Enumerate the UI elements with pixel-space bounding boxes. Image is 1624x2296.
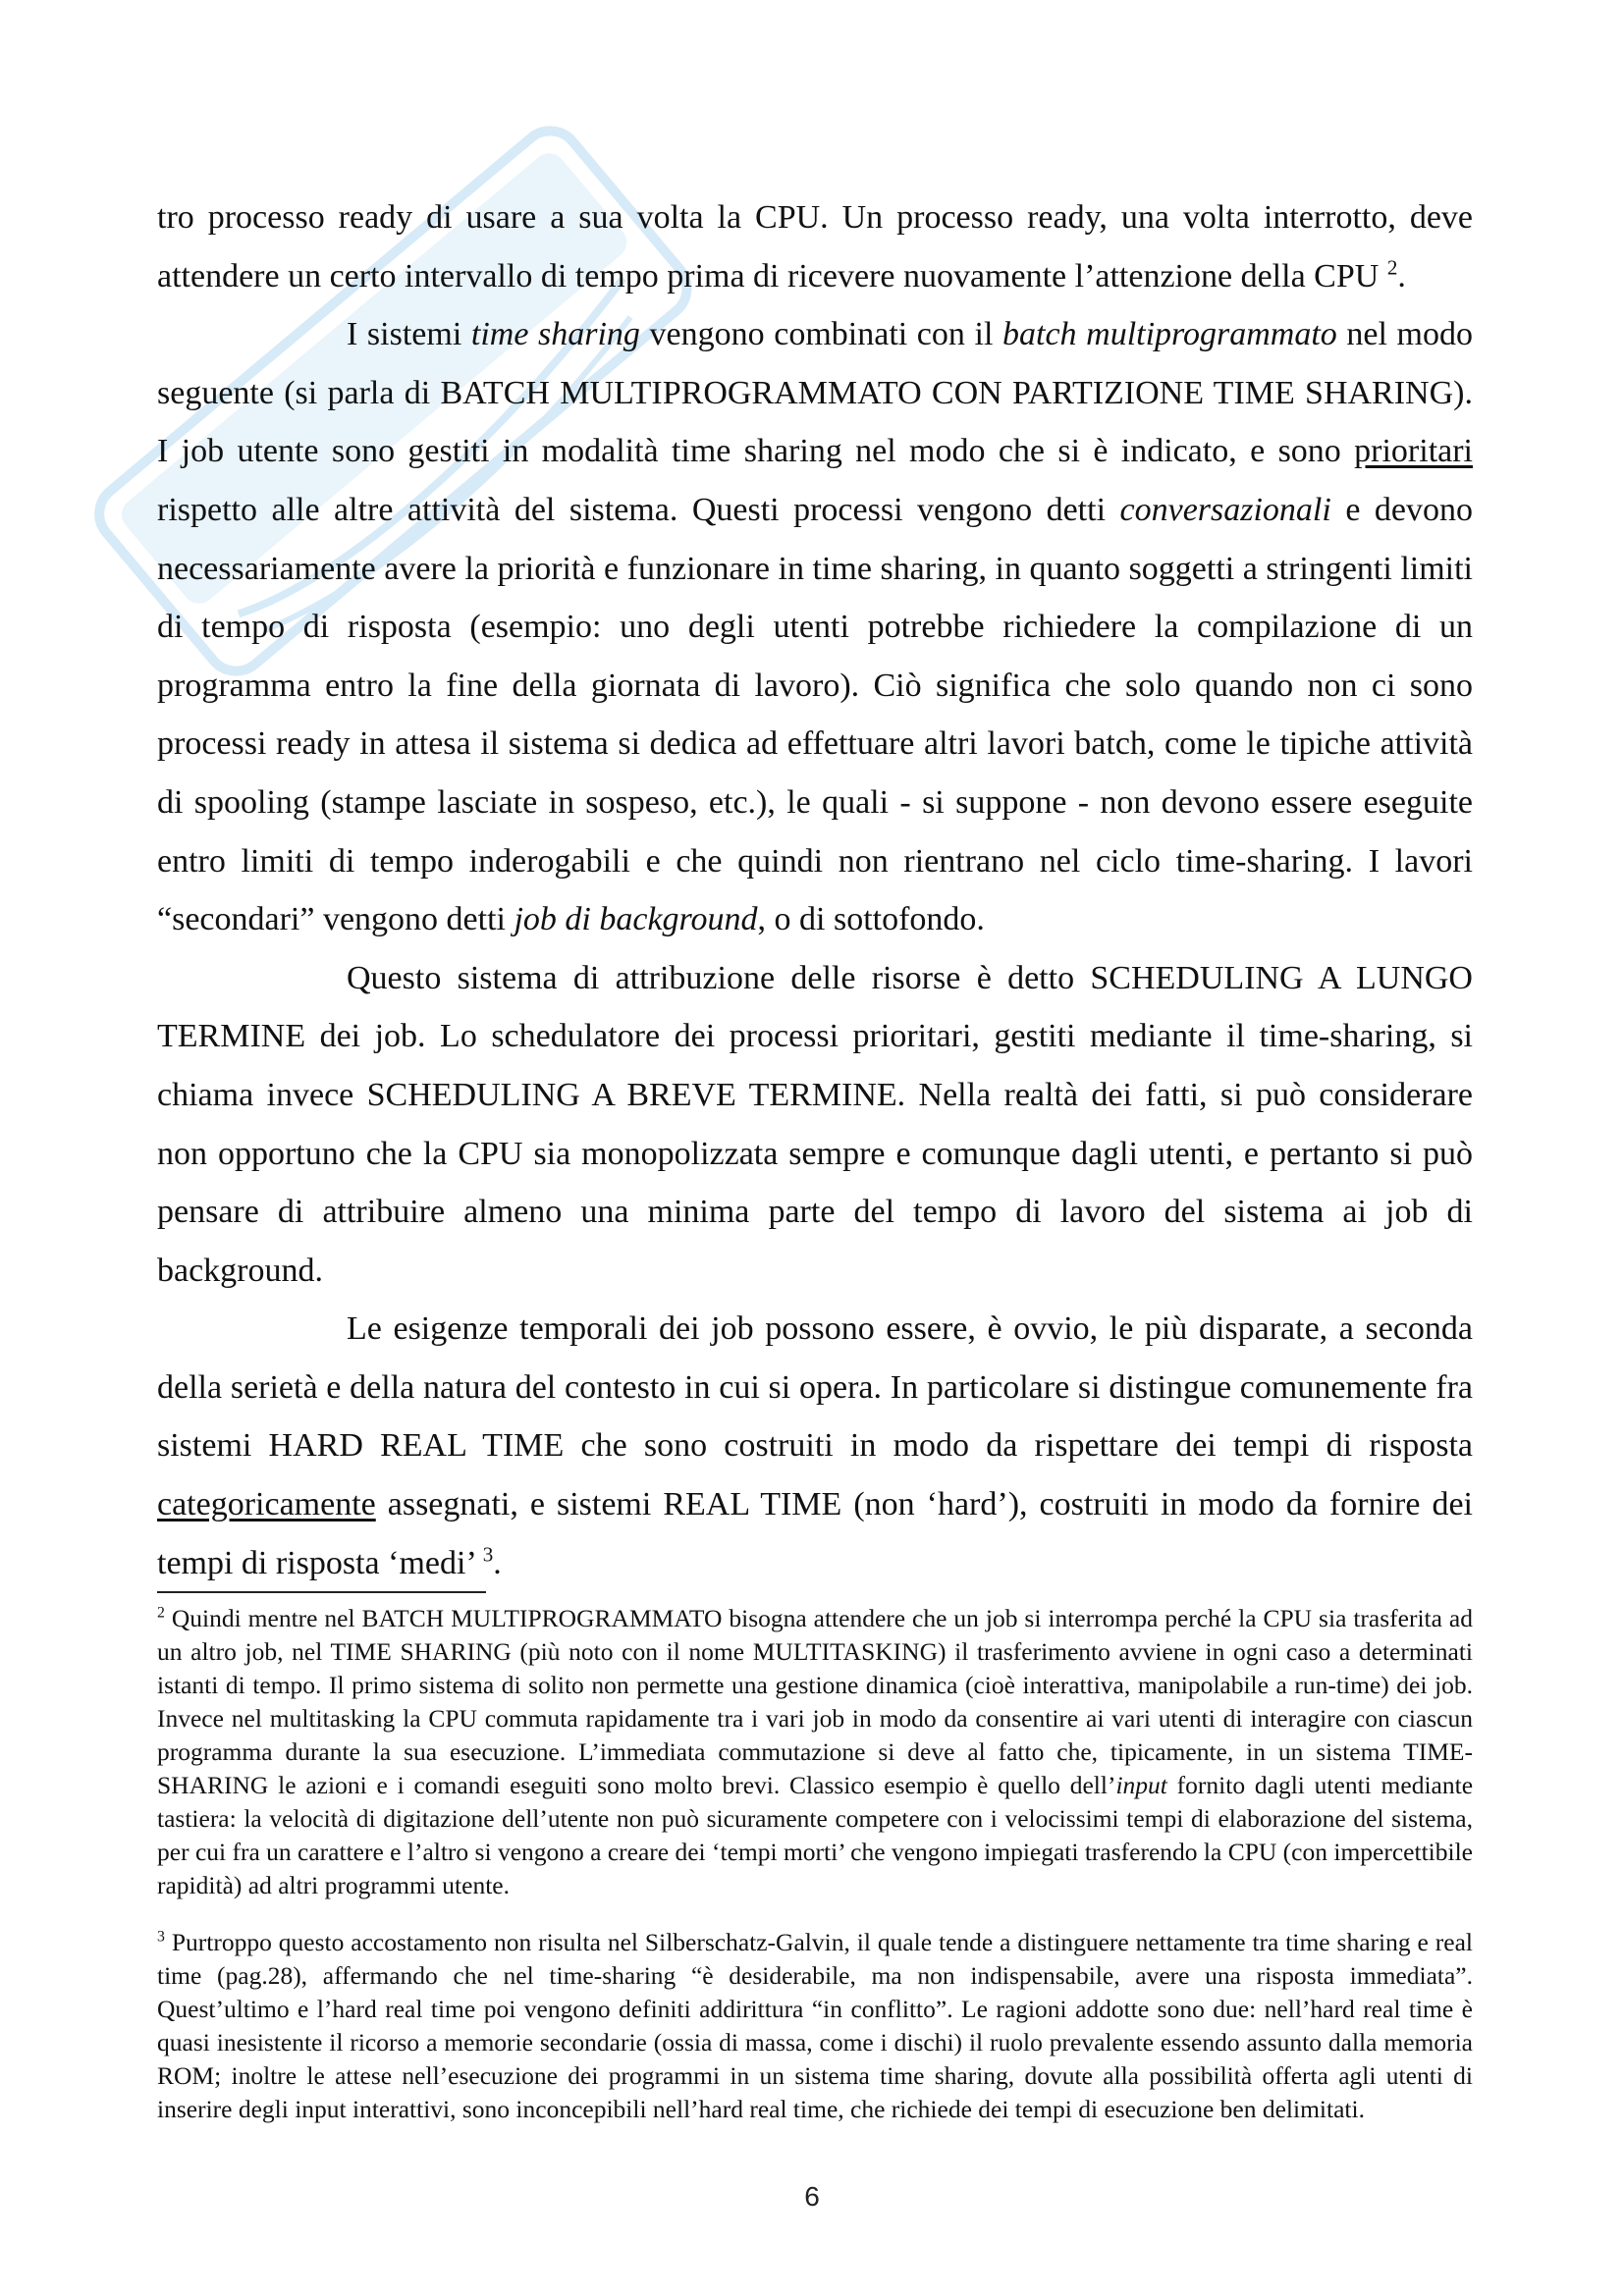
paragraph-2: I sistemi time sharing vengono combinati con il batch multiprogrammato nel modo seguente (si parla di BATCH MULTIPROGRAMMATO CON PARTIZIONE TIME SHARING). I job utente sono gestiti in modalità time sharing nel modo che si è indicato, e sono prioritari rispetto alle altre attività del sistema. Questi processi vengono detti conversazionali e devono necessariamente avere la priorità e funzionare in time sharing, in quanto soggetti a stringenti limiti di tempo di risposta (esempio: uno degli utenti potrebbe richiedere la compilazione di un programma entro la fine della giornata di lavoro). Ciò significa che solo quando non ci sono processi ready in attesa il sistema si dedica ad effettuare altri lavori batch, come le tipiche attività di spooling (stampe lasciate in sospeso, etc.), le quali - si suppone - non devono essere eseguite entro limiti di tempo inderogabili e che quindi non rientrano nel ciclo time-sharing. I lavori “secondari” vengono detti job di background, o di sottofondo.: [157, 316, 1474, 938]
footnote-2: $^2$ Quindi mentre nel BATCH MULTIPROGRAMMATO bisogna attendere che un job si interrompa perché la CPU sia trasferita ad un altro job, nel TIME SHARING (più noto con il nome MULTITASKING) il trasferimento avviene in ogni caso a determinati istanti di tempo. Il primo sistema di solito non permette una gestione dinamica (cioè interattiva, manipolabile a run-time) dei job. Invece nel multitasking la CPU commuta rapidamente tra i vari job in modo da consentire ai vari utenti di interagire con ciascun programma durante la sua esecuzione. L’immediata commutazione si deve al fatto che, tipicamente, in un sistema TIME-SHARING le azioni e i comandi eseguiti sono molto brevi. Classico esempio è quello dell’input fornito dagli utenti mediante tastiera: la velocità di digitazione dell’utente non può sicuramente competere con i velocissimi tempi di elaborazione del sistema, per cui fra un carattere e l’altro si vengono a creare dei ‘tempi morti’ che vengono impiegati trasferendo la CPU (con impercettibile rapidità) ad altri programmi utente.: [157, 1604, 1474, 1899]
paragraph-4: Le esigenze temporali dei job possono essere, è ovvio, le più disparate, a seconda della serietà e della natura del contesto in cui si opera. In particolare si distingue comunemente fra sistemi HARD REAL TIME che sono costruiti in modo da rispettare dei tempi di risposta categoricamente assegnati, e sistemi REAL TIME (non ‘hard’), costruiti in modo da fornire dei tempi di risposta ‘medi’ $^3$.: [157, 1310, 1473, 1581]
paragraph-3: Questo sistema di attribuzione delle risorse è detto SCHEDULING A LUNGO TERMINE dei job. Lo schedulatore dei processi prioritari, gestiti mediante il time-sharing, si chiama invece SCHEDULING A BREVE TERMINE. Nella realtà dei fatti, si può considerare non opportuno che la CPU sia monopolizzata sempre e comunque dagli utenti, e pertanto si può pensare di attribuire almeno una minima parte del tempo di lavoro del sistema ai job di background.: [157, 959, 1473, 1289]
underlined-term: categoricamente: [157, 1486, 376, 1523]
footnote-3: $^3$ Purtroppo questo accostamento non risulta nel Silberschatz-Galvin, il quale tende a distinguere nettamente tra time sharing e real time (pag.28), affermando che nel time-sharing “è desiderabile, ma non indispensabile, avere una risposta immediata”. Quest’ultimo e l’hard real time poi vengono definiti addirittura “in conflitto”. Le ragioni addotte sono due: nell’hard real time è quasi inesistente il ricorso a memorie secondarie (ossia di massa, come i dischi) il ruolo prevalente essendo assunto dalla memoria ROM; inoltre le attese nell’esecuzione dei programmi in un sistema time sharing, dovute alla possibilità offerta agli utenti di inserire degli input interattivi, sono inconcepibili nell’hard real time, che richiede dei tempi di esecuzione ben delimitati.: [157, 1928, 1473, 2123]
page-number: 6: [804, 2181, 820, 2212]
footnote-separator: [157, 1591, 486, 1593]
footnote-number: 3: [157, 1928, 165, 1946]
footnotes: [157, 1602, 1473, 2126]
main-text: [157, 188, 1473, 1592]
footnote-ref-3: 3: [482, 1542, 494, 1567]
footnote-ref-2: 2: [1386, 255, 1398, 280]
footnote-number: 2: [157, 1604, 165, 1622]
underlined-term: prioritari: [1354, 433, 1473, 470]
paragraph-1: tro processo ready di usare a sua volta la CPU. Un processo ready, una volta interrotto, deve attendere un certo intervallo di tempo prima di ricevere nuovamente l’attenzione della CPU $^2$.: [157, 199, 1473, 294]
